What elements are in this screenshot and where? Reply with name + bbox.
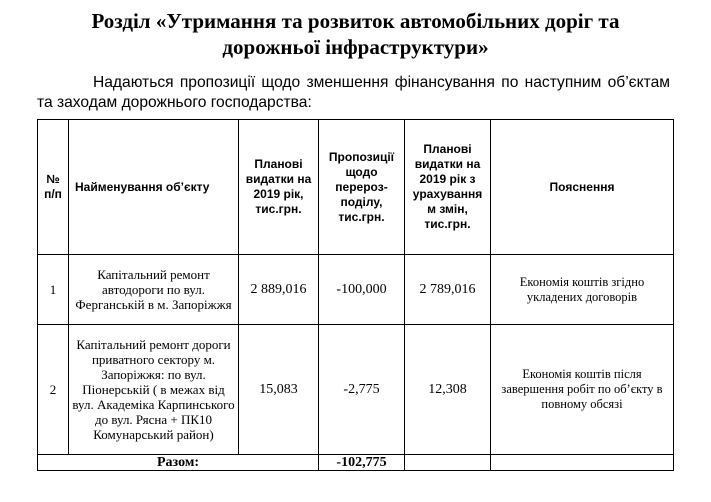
total-label: Разом: [38, 455, 319, 471]
header-name: Найменування об’єкту [69, 120, 239, 255]
header-num: № п/п [38, 120, 69, 255]
row-notes: Економія коштів після завершення робіт по об’єкту в повному обсязі [491, 325, 674, 455]
section-title-line-2: дорожньої інфраструктури» [222, 35, 489, 59]
table-row [38, 255, 674, 325]
section-title-line-1: Розділ «Утримання та розвиток автомобільних доріг та [91, 9, 620, 33]
row-name: Капітальний ремонт дороги приватного сектору м. Запоріжжя: по вул. Піонерській ( в межах від вул. Академіка Карпинського до вул. Рясна + ПК10 Комунарський район) [69, 325, 239, 455]
budget-table [37, 119, 674, 471]
intro-paragraph: Надаються пропозиції щодо зменшення фінансування по наступним об’єктам та заходам дорожнього господарства: [37, 74, 670, 111]
row-notes: Економія коштів згідно укладених договорів [491, 255, 674, 325]
header-planned-changed: Планові видатки на 2019 рік з урахування м змін, тис.грн. [405, 120, 491, 255]
row-planned-changed: 12,308 [405, 325, 491, 455]
header-proposal: Пропозиції щодо перероз-поділу, тис.грн. [319, 120, 405, 255]
row-num: 1 [38, 255, 69, 325]
total-value: -102,775 [319, 455, 405, 471]
header-notes: Пояснення [491, 120, 674, 255]
row-planned: 2 889,016 [239, 255, 319, 325]
row-planned: 15,083 [239, 325, 319, 455]
row-proposal: -100,000 [319, 255, 405, 325]
row-num: 2 [38, 325, 69, 455]
section-title [0, 8, 711, 60]
total-empty-cell [405, 455, 491, 471]
row-planned-changed: 2 789,016 [405, 255, 491, 325]
row-proposal: -2,775 [319, 325, 405, 455]
table-header-row [38, 120, 674, 255]
header-planned: Планові видатки на 2019 рік, тис.грн. [239, 120, 319, 255]
total-empty-cell [491, 455, 674, 471]
table-row [38, 325, 674, 455]
table-total-row [38, 455, 674, 471]
row-name: Капітальний ремонт автодороги по вул. Ферганській в м. Запоріжжя [69, 255, 239, 325]
